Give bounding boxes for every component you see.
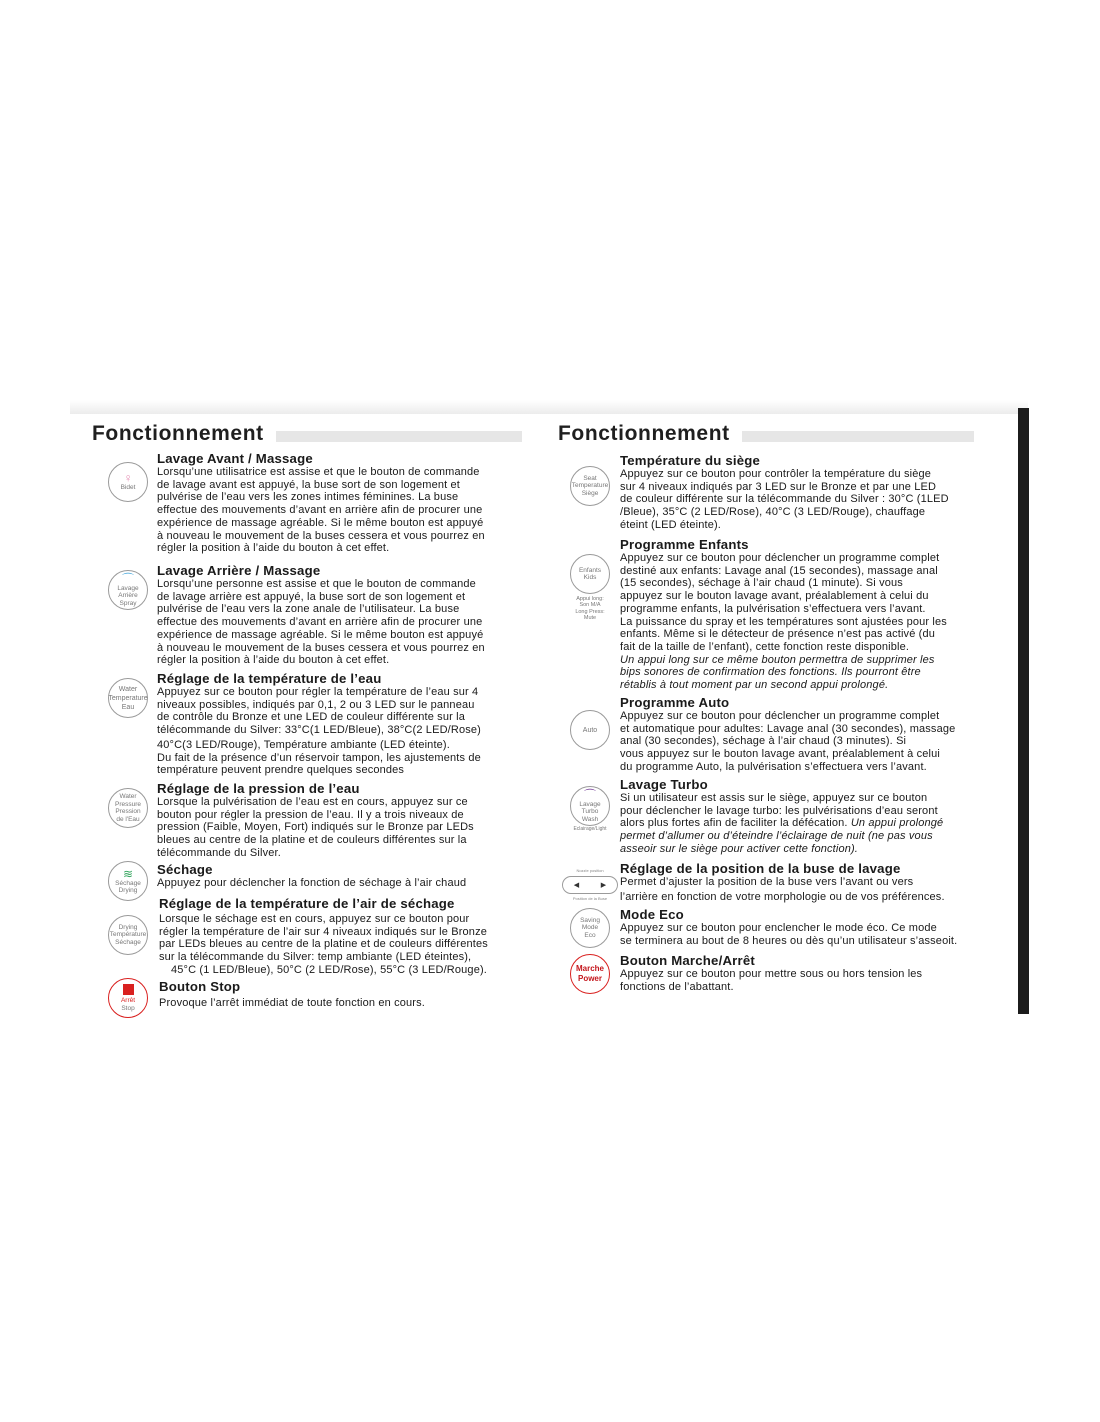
text-line: de couleur différente sur la télécommande du Silver : 30°C (1LED (620, 493, 949, 506)
icon-label: Seat (583, 474, 597, 482)
text-line: sur la télécommande du Silver: temp ambiante (LED éteintes), (159, 951, 472, 964)
power-icon[interactable] (570, 954, 610, 994)
text-line: (15 secondes), séchage à l’air chaud (1 minute). Si vous (620, 577, 903, 590)
text-line: bleues au centre de la platine et de couleurs différentes sur la (157, 834, 467, 847)
note-line: Son M/A (579, 602, 601, 609)
icon-label: Wash (581, 815, 599, 823)
text-line: pression (Faible, Moyen, Fort) indiqués sur le Bronze par LEDs (157, 821, 474, 834)
text-line: 40°C(3 LED/Rouge), Température ambiante (LED éteinte). (157, 738, 450, 751)
section-lavage-arriere (92, 564, 522, 672)
stop-square-icon (123, 984, 134, 995)
auto-icon[interactable] (570, 710, 610, 750)
text-line: Lorsqu’une personne est assise et que le bouton de commande (157, 578, 476, 590)
section-title: Mode Eco (620, 907, 684, 922)
text-line: Appuyez sur ce bouton pour contrôler la température du siège (620, 468, 932, 480)
text-line: Lorsque la pulvérisation de l’eau est en cours, appuyez sur ce (157, 796, 468, 808)
section-stop (92, 980, 522, 1020)
section-title: Réglage de la température de l’air de séchage (159, 896, 455, 911)
icon-label: Turbo (581, 808, 599, 816)
arrow-left-icon[interactable]: ◀ (573, 882, 580, 889)
text-line: Du fait de la présence d’un réservoir tampon, les ajustements de (157, 751, 481, 764)
section-temperature-siege (558, 454, 998, 538)
right-header-bar (742, 431, 974, 442)
note-line: Long Press: (575, 608, 605, 615)
text-line: se terminera au bout de 8 heures ou dès qu’un utilisateur s’asseoit. (620, 934, 958, 947)
icon-label: Nozzle position (576, 868, 604, 873)
icon-label: Kids (583, 574, 597, 581)
section-mode-eco (558, 908, 998, 954)
text-line: régler la position à l’aide du bouton à cet effet. (157, 654, 390, 667)
text-line: 45°C (1 LED/Bleue), 50°C (2 LED/Rose), 55°C (3 LED/Rouge). (171, 963, 487, 976)
icon-label: Temperature (571, 482, 609, 490)
section-lavage-turbo (558, 778, 998, 862)
text-line: expérience de massage agréable. Si le même bouton est appuyé (157, 628, 484, 641)
text-line: pulvérise de l’eau vers les zones intimes féminines. La buse (157, 491, 459, 504)
text-line: Permet d’ajuster la position de la buse vers l’avant ou vers (620, 876, 914, 888)
text-line: régler la température de l’air sur 4 niveaux indiqués sur le Bronze (159, 925, 487, 938)
text-line: télécommande du Silver. (157, 846, 281, 859)
right-edge-bar (1018, 408, 1029, 1014)
nozzle-position-icon[interactable] (562, 876, 618, 894)
text-line: expérience de massage agréable. Si le même bouton est appuyé (157, 516, 484, 529)
icon-label: Mode (581, 924, 599, 932)
turbo-spray-icon: ⌒ (583, 787, 596, 802)
italic-line: permet d’allumer ou d’éteindre l’éclairage de nuit (ne pas vous (620, 830, 933, 843)
italic-line: Un appui long sur ce même bouton permettra de supprimer les (620, 653, 935, 666)
text-line: /Bleue), 35°C (2 LED/Rose), 40°C (3 LED/Rouge), chauffage (620, 506, 926, 519)
icon-label: Température (109, 931, 147, 939)
bidet-figure-icon: ♀ (123, 471, 133, 486)
italic-segment: Un appui prolongé (850, 817, 944, 830)
icon-label: Water (119, 793, 137, 800)
text-line: enfants. Même si le détecteur de présence n’est pas activé (du (620, 628, 936, 641)
right-title: Fonctionnement (558, 422, 730, 445)
icon-label: Arrière (118, 592, 138, 600)
icon-label: Stop (121, 1004, 135, 1012)
section-title: Programme Auto (620, 695, 730, 710)
icon-label: Drying (118, 887, 138, 894)
icon-label: Séchage (115, 879, 141, 887)
icon-label: Position de la Buse (572, 896, 608, 901)
text-line: La puissance du spray et les températures sont ajustées pour les (620, 615, 947, 628)
section-title: Réglage de la température de l’eau (157, 671, 382, 686)
icon-label: Pressure (114, 800, 141, 808)
left-column (92, 420, 522, 1020)
icon-label: Power (577, 974, 602, 983)
icon-label: Eco (584, 931, 596, 939)
text-line: sur 4 niveaux indiqués par 3 LED sur le Bronze et par une LED (620, 480, 937, 493)
text-line: pulvérise de l’eau vers la zone anale de l’utilisateur. La buse (157, 603, 460, 616)
section-title: Lavage Turbo (620, 777, 708, 792)
text-line: Lorsqu’une utilisatrice est assise et que le bouton de commande (157, 466, 480, 478)
text-line: et automatique pour adultes: Lavage anal (30 secondes), massage (620, 722, 956, 735)
text-line: Provoque l’arrêt immédiat de toute fonction en cours. (159, 997, 425, 1009)
arrow-right-icon[interactable]: ▶ (600, 882, 607, 889)
text-segment: alors plus fortes afin de faciliter la défécation. (620, 817, 851, 830)
text-line: Lorsque le séchage est en cours, appuyez sur ce bouton pour (159, 913, 470, 925)
section-title: Lavage Avant / Massage (157, 451, 313, 466)
section-position-buse (558, 862, 998, 908)
section-title: Réglage de la position de la buse de lavage (620, 861, 901, 876)
text-line: par LEDs bleues au centre de la platine et de couleurs différentes (159, 938, 488, 951)
icon-label: Lavage (117, 584, 139, 592)
text-line: pour déclencher le lavage turbo: les pulvérisations d’eau seront (620, 804, 938, 817)
icon-label: Bidet (120, 484, 136, 492)
text-line: niveaux possibles, indiqués par 0,1, 2 ou 3 LED sur le panneau (157, 698, 475, 711)
text-line: destiné aux enfants: Lavage anal (15 secondes), massage anal (620, 564, 938, 577)
icon-label: Water (118, 685, 138, 693)
icon-label: Eau (121, 703, 135, 711)
section-programme-auto (558, 696, 998, 778)
icon-label: Lavage (579, 800, 601, 808)
right-column (558, 420, 998, 994)
text-line: programme enfants, la pulvérisation s’effectuera vers l’avant. (620, 602, 926, 615)
icon-label: de l'Eau (116, 815, 140, 823)
icon-label: Séchage (115, 938, 141, 946)
icon-label: Drying (118, 923, 138, 931)
text-line: Appuyez sur ce bouton pour déclencher un programme complet (620, 552, 940, 564)
section-pression-eau (92, 782, 522, 863)
section-temperature-air (92, 897, 522, 980)
spray-drops-icon: ⌒ (121, 571, 134, 586)
section-title: Programme Enfants (620, 537, 749, 552)
nozzle-position-caption (570, 868, 610, 873)
note-line: Appui long: (576, 596, 604, 602)
section-title: Lavage Arrière / Massage (157, 563, 321, 578)
icon-label: Siège (581, 489, 599, 497)
text-line: Appuyez sur ce bouton pour régler la température de l’eau sur 4 (157, 686, 479, 698)
section-title: Température du siège (620, 453, 761, 468)
section-programme-enfants (558, 538, 998, 696)
left-header-bar (276, 431, 522, 442)
kids-long-press-note (570, 596, 610, 622)
page-top-shadow (70, 400, 1028, 414)
text-line: Appuyez sur ce bouton pour mettre sous ou hors tension les (620, 968, 923, 980)
right-header (558, 420, 974, 448)
section-title: Séchage (157, 862, 213, 877)
drying-temperature-icon[interactable] (108, 915, 148, 955)
water-temperature-icon[interactable] (108, 678, 148, 718)
text-line: température peuvent prendre quelques secondes (157, 764, 405, 777)
icon-label: Marche (575, 964, 604, 973)
text-line: à nouveau le mouvement de la buses cessera et vous pourrez en (157, 529, 485, 542)
text-line: anal (30 secondes), séchage à l’air chaud (3 minutes). Si (620, 735, 907, 748)
section-lavage-avant (92, 452, 522, 564)
icon-label: Auto (582, 726, 598, 734)
icon-label: Temperature (108, 694, 148, 702)
italic-line: bips sonores de confirmation des fonctions. Ils pourront être (620, 666, 921, 679)
text-line: fonctions de l’abattant. (620, 980, 734, 993)
text-line: bouton pour régler la pression de l’eau. Il y a trois niveaux de (157, 808, 464, 821)
note-line: Eclairage/Light (573, 826, 607, 832)
text-line: régler la position à l’aide du bouton à cet effet. (157, 542, 390, 555)
text-line: Appuyez sur ce bouton pour déclencher un programme complet (620, 710, 940, 722)
section-title: Bouton Stop (159, 979, 241, 994)
water-pressure-icon[interactable] (108, 788, 148, 828)
mixed-line (620, 817, 998, 830)
text-line: appuyez sur le bouton lavage avant, préalablement à celui du (620, 590, 929, 603)
section-sechage (92, 863, 522, 897)
icon-label: Pression (115, 808, 141, 815)
text-line: effectue des mouvements d’avant en arrière afin de procurer une (157, 504, 483, 517)
icon-label: Saving (580, 916, 600, 924)
eco-mode-icon[interactable] (570, 908, 610, 948)
light-note (570, 826, 610, 832)
text-line: à nouveau le mouvement de la buses cessera et vous pourrez en (157, 641, 485, 654)
text-line: éteint (LED éteinte). (620, 518, 721, 531)
text-line: Appuyez sur ce bouton pour enclencher le mode éco. Ce mode (620, 922, 937, 934)
text-line: de lavage arrière est appuyé, la buse sort de son logement et (157, 590, 466, 603)
stop-icon[interactable] (108, 978, 148, 1018)
icon-label: Enfants (578, 566, 602, 574)
icon-label: Arrêt (120, 997, 136, 1004)
turbo-wash-icon[interactable] (570, 786, 610, 826)
italic-line: asseoir sur le siège pour activer cette fonction). (620, 842, 859, 855)
left-title: Fonctionnement (92, 422, 264, 445)
text-line: Appuyez pour déclencher la fonction de séchage à l’air chaud (157, 877, 467, 889)
text-line: vous appuyez sur le bouton lavage avant, préalablement à celui (620, 748, 940, 761)
text-line: l’arrière en fonction de votre morphologie ou de vos préférences. (620, 890, 945, 903)
section-marche-arret (558, 954, 998, 994)
text-line: fait de la taille de l’enfant), cette fonction reste disponible. (620, 640, 910, 653)
text-line: de lavage avant est appuyé, la buse sort de son logement et (157, 478, 460, 491)
bidet-icon[interactable] (108, 462, 148, 502)
left-header (92, 420, 522, 448)
drying-icon[interactable] (108, 861, 148, 901)
section-title: Bouton Marche/Arrêt (620, 953, 755, 968)
rear-spray-icon[interactable] (108, 570, 148, 610)
icon-label: Spray (119, 599, 137, 607)
seat-temperature-icon[interactable] (570, 466, 610, 506)
text-line: Si un utilisateur est assis sur le siège, appuyez sur ce bouton (620, 792, 928, 804)
airflow-icon: ≋ (122, 866, 134, 881)
kids-icon[interactable] (570, 554, 610, 594)
text-line: du programme Auto, la pulvérisation s’effectuera vers l’avant. (620, 760, 927, 773)
section-title: Réglage de la pression de l’eau (157, 781, 360, 796)
section-temperature-eau (92, 672, 522, 782)
text-line: de contrôle du Bronze et une LED de couleur différente sur la (157, 711, 465, 724)
text-line: effectue des mouvements d’avant en arrière afin de procurer une (157, 616, 483, 629)
note-line: Mute (583, 615, 597, 622)
nozzle-position-caption-fr (570, 896, 610, 901)
text-line: télécommande du Silver: 33°C(1 LED/Bleue), 38°C(2 LED/Rose) (157, 724, 481, 737)
italic-line: rétablis à tout moment par un second appui prolongé. (620, 679, 889, 692)
